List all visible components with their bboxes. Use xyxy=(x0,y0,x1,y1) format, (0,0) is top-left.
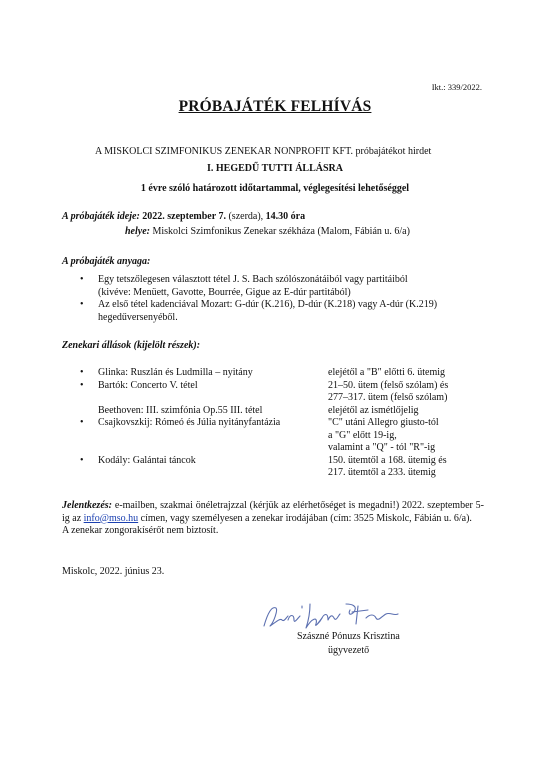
email-link[interactable]: info@mso.hu xyxy=(83,512,139,524)
list-item: • Kodály: Galántai táncok 150. ütemtől a 168. ütemig és 217. ütemtől a 233. ütemig xyxy=(80,454,447,478)
position-title: I. HEGEDŰ TUTTI ÁLLÁSRA xyxy=(207,163,343,174)
material-item: • Az első tétel kadenciával Mozart: G-dúr (K.216), D-dúr (K.218) vagy A-dúr (K.219) hegedűversenyéből. xyxy=(76,299,506,324)
audition-time xyxy=(62,211,305,222)
duration-line: 1 évre szóló határozott időtartammal, véglegesítési lehetőséggel xyxy=(140,183,410,194)
audition-place xyxy=(125,226,410,237)
application-paragraph: Jelentkezés: e-mailben, szakmai önéletrajzzal (kérjük az elérhetőséget is megadni!) 2022. szeptember 5-ig az info@mso.hu címen, vagy személyesen a zenekar irodájában (cím: 3525 Miskolc, Fábián u. 6/a). A zenekar zongorakísérőt nem biztosít. xyxy=(62,500,484,536)
list-item: • Glinka: Ruszlán és Ludmilla – nyitány elejétől a "B" előtti 6. ütemig xyxy=(80,367,446,378)
audition-hour: 14.30 óra xyxy=(265,211,306,222)
signatory-role: ügyvezető xyxy=(328,645,370,656)
audition-date: 2022. szeptember 7. xyxy=(142,211,226,222)
intro-line: A MISKOLCI SZIMFONIKUS ZENEKAR NONPROFIT KFT. próbajátékot hirdet xyxy=(95,146,432,157)
material-item: • Egy tetszőlegesen választott tétel J. S. Bach szólószonátáiból vagy partitáiból (kivéve: Menüett, Gavotte, Bourrée, Gigue az E-dúr partitából) xyxy=(76,274,506,299)
bullet: • xyxy=(80,454,84,466)
orchestral-list xyxy=(76,367,496,480)
list-item: • Bartók: Concerto V. tétel 21–50. ütem (felső szólam) és 277–317. ütem (felső szólam) xyxy=(80,379,449,403)
bullet: • xyxy=(80,417,84,428)
signature-image xyxy=(258,596,408,636)
list-item: • Csajkovszkij: Rómeó és Júlia nyitányfantázia "C" utáni Allegro giusto-tól a "G" előtt 19-ig, valamint a "Q" - tól "R"-ig xyxy=(80,417,439,453)
bullet: • xyxy=(80,379,84,391)
material-list xyxy=(76,274,506,324)
accompanist-note: A zenekar zongorakísérőt nem biztosít. xyxy=(62,525,219,536)
list-item: Beethoven: III. szimfónia Op.55 III. tétel elejétől az ismétlőjelig xyxy=(98,404,419,416)
material-heading: A próbajáték anyaga: xyxy=(62,256,151,267)
signatory-name: Szászné Pónuzs Krisztina xyxy=(297,631,400,642)
orchestral-heading: Zenekari állások (kijelölt részek): xyxy=(62,340,201,351)
application-label: Jelentkezés: xyxy=(62,500,112,511)
page-title: PRÓBAJÁTÉK FELHÍVÁS xyxy=(178,98,372,115)
audition-weekday: (szerda), xyxy=(225,211,266,222)
audition-time-label: A próbajáték ideje: xyxy=(62,211,140,222)
place-date: Miskolc, 2022. június 23. xyxy=(62,566,165,577)
bullet: • xyxy=(80,367,84,378)
audition-place-value: Miskolci Szimfonikus Zenekar székháza (Malom, Fábián u. 6/a) xyxy=(150,226,410,237)
reference-number: Ikt.: 339/2022. xyxy=(431,82,482,92)
audition-place-label: helye: xyxy=(125,226,150,237)
